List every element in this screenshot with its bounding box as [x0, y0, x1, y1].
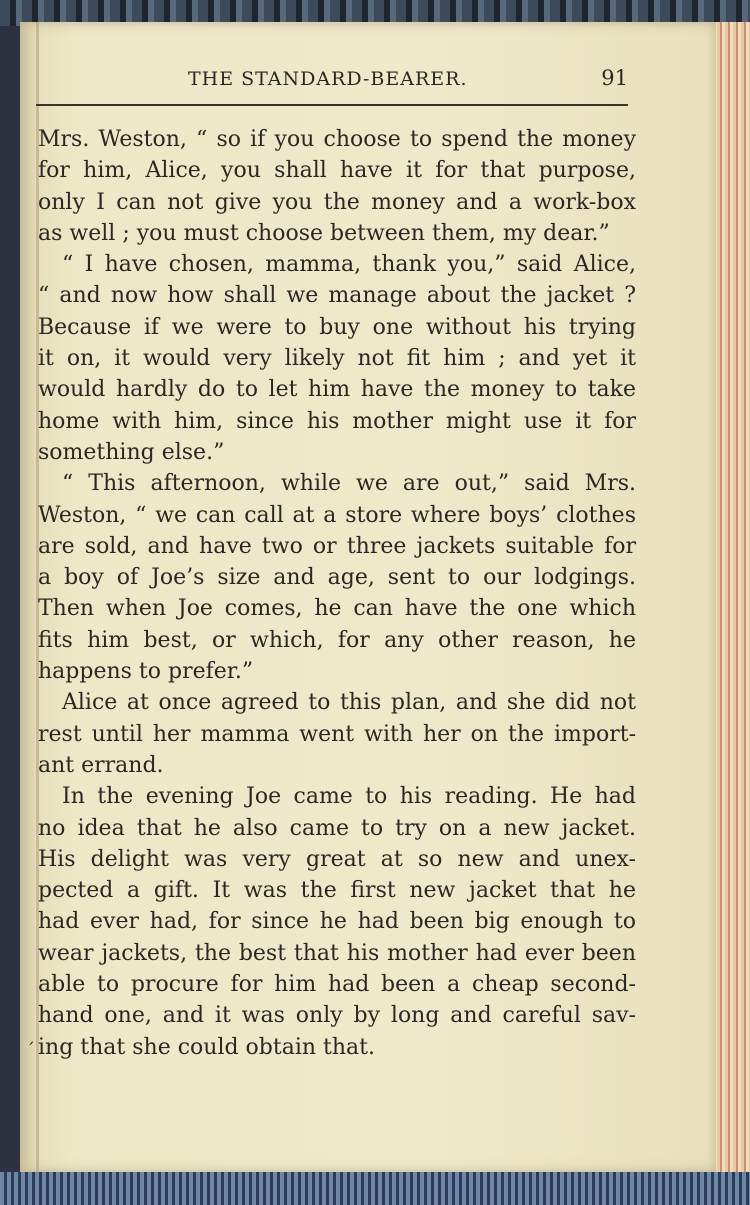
text-line: had ever had, for since he had been big enough to [38, 909, 636, 935]
text-line: Then when Joe comes, he can have the one which [38, 596, 636, 622]
text-line: as well ; you must choose between them, my dear.” [38, 220, 610, 246]
body-text [38, 124, 636, 1063]
text-line: Weston, “ we can call at a store where boys’ clothes [38, 502, 636, 528]
text-line: no idea that he also came to try on a new jacket. [38, 815, 636, 841]
text-line: would hardly do to let him have the money to take [38, 377, 636, 403]
text-line: it on, it would very likely not fit him ; and yet it [38, 346, 636, 372]
text-line: ant errand. [38, 752, 164, 778]
text-line: for him, Alice, you shall have it for that purpose, [38, 158, 636, 184]
text-line: Alice at once agreed to this plan, and she did not [62, 690, 636, 716]
text-line: fits him best, or which, for any other reason, he [38, 627, 636, 653]
book-binding-bottom [0, 1172, 750, 1205]
header-rule [36, 104, 628, 106]
text-line: “ This afternoon, while we are out,” said Mrs. [62, 471, 636, 497]
text-line: ing that she could obtain that. [38, 1034, 376, 1060]
text-line: only I can not give you the money and a work-box [38, 189, 636, 215]
page-number: 91 [601, 66, 628, 90]
text-line: In the evening Joe came to his reading. He had [62, 784, 636, 810]
text-line: wear jackets, the best that his mother had ever been [38, 940, 636, 966]
text-line: able to procure for him had been a cheap second- [38, 972, 636, 998]
text-line: are sold, and have two or three jackets suitable for [38, 533, 636, 559]
text-line: pected a gift. It was the first new jacket that he [38, 878, 636, 904]
pencil-mark: ˊ [26, 1040, 35, 1061]
text-line: home with him, since his mother might use it for [38, 408, 636, 434]
text-line: happens to prefer.” [38, 659, 254, 685]
text-line: Mrs. Weston, “ so if you choose to spend the money [38, 127, 636, 152]
text-line: His delight was very great at so new and unex- [38, 846, 636, 872]
text-line: rest until her mamma went with her on the import- [38, 721, 636, 747]
text-line: something else.” [38, 439, 225, 465]
text-line: hand one, and it was only by long and careful sav- [38, 1003, 636, 1029]
text-line: Because if we were to buy one without his trying [38, 314, 636, 340]
text-line: “ I have chosen, mamma, thank you,” said Alice, [62, 252, 636, 278]
text-line: “ and now how shall we manage about the jacket ? [38, 283, 636, 309]
running-title: THE STANDARD-BEARER. [188, 68, 468, 90]
running-header [36, 68, 628, 98]
text-line: a boy of Joe’s size and age, sent to our lodgings. [38, 565, 636, 591]
